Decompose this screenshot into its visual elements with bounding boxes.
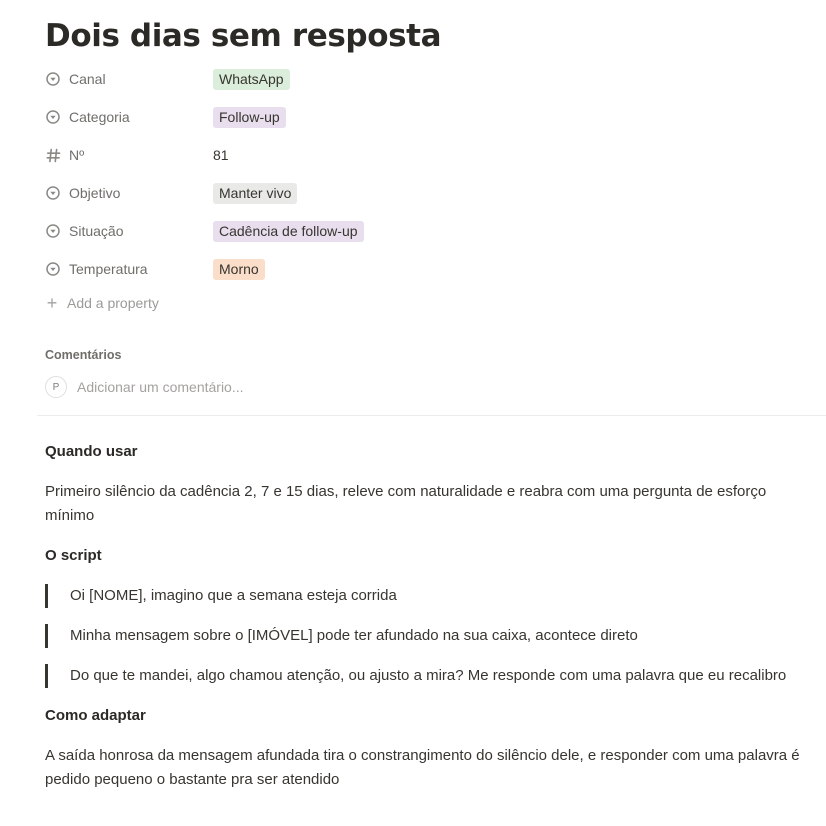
comment-input[interactable]: Adicionar um comentário... xyxy=(77,379,244,395)
property-label: Temperatura xyxy=(69,261,148,277)
tag-manter-vivo[interactable]: Manter vivo xyxy=(213,183,297,204)
quote-text: Oi [NOME], imagino que a semana esteja corrida xyxy=(70,587,397,604)
properties-list xyxy=(45,60,805,318)
add-property-button[interactable] xyxy=(45,288,805,318)
comments-heading: Comentários xyxy=(45,348,122,362)
divider xyxy=(37,415,826,416)
select-icon xyxy=(45,109,61,125)
property-label: Nº xyxy=(69,147,85,163)
plus-icon: + xyxy=(46,293,58,313)
add-property-label: Add a property xyxy=(67,295,159,311)
select-icon xyxy=(45,71,61,87)
select-icon xyxy=(45,185,61,201)
page-content xyxy=(45,438,815,792)
page-title[interactable]: Dois dias sem resposta xyxy=(45,18,442,54)
tag-follow-up[interactable]: Follow-up xyxy=(213,107,286,128)
property-row-temperatura[interactable] xyxy=(45,250,805,288)
number-value[interactable]: 81 xyxy=(213,147,229,163)
avatar: P xyxy=(45,376,67,398)
property-name[interactable] xyxy=(45,185,213,201)
property-row-objetivo[interactable] xyxy=(45,174,805,212)
paragraph-quando-usar: Primeiro silêncio da cadência 2, 7 e 15 dias, releve com naturalidade e reabra com uma pergunta de esforço mínimo xyxy=(45,483,767,524)
heading-como-adaptar: Como adaptar xyxy=(45,707,146,724)
quote-block xyxy=(45,624,815,648)
heading-o-script: O script xyxy=(45,547,102,564)
quote-block xyxy=(45,584,815,608)
heading-quando-usar: Quando usar xyxy=(45,443,138,460)
paragraph-como-adaptar: A saída honrosa da mensagem afundada tira o constrangimento do silêncio dele, e responder com uma palavra é pedido pequeno o bastante pra ser atendido xyxy=(45,747,800,788)
property-name[interactable] xyxy=(45,147,213,163)
property-label: Objetivo xyxy=(69,185,121,201)
property-name[interactable] xyxy=(45,71,213,87)
quote-text: Do que te mandei, algo chamou atenção, ou ajusto a mira? Me responde com uma palavra que eu recalibro xyxy=(70,667,787,684)
property-row-numero[interactable] xyxy=(45,136,805,174)
property-row-categoria[interactable] xyxy=(45,98,805,136)
quote-block xyxy=(45,664,815,688)
quote-text: Minha mensagem sobre o [IMÓVEL] pode ter afundado na sua caixa, acontece direto xyxy=(70,627,638,644)
comment-input-row[interactable] xyxy=(45,376,244,398)
property-name[interactable] xyxy=(45,223,213,239)
property-name[interactable] xyxy=(45,109,213,125)
select-icon xyxy=(45,261,61,277)
tag-morno[interactable]: Morno xyxy=(213,259,265,280)
number-icon xyxy=(45,147,61,163)
select-icon xyxy=(45,223,61,239)
property-row-situacao[interactable] xyxy=(45,212,805,250)
property-row-canal[interactable] xyxy=(45,60,805,98)
property-label: Categoria xyxy=(69,109,130,125)
property-name[interactable] xyxy=(45,261,213,277)
tag-cadencia[interactable]: Cadência de follow-up xyxy=(213,221,364,242)
tag-whatsapp[interactable]: WhatsApp xyxy=(213,69,290,90)
property-label: Situação xyxy=(69,223,124,239)
property-label: Canal xyxy=(69,71,106,87)
